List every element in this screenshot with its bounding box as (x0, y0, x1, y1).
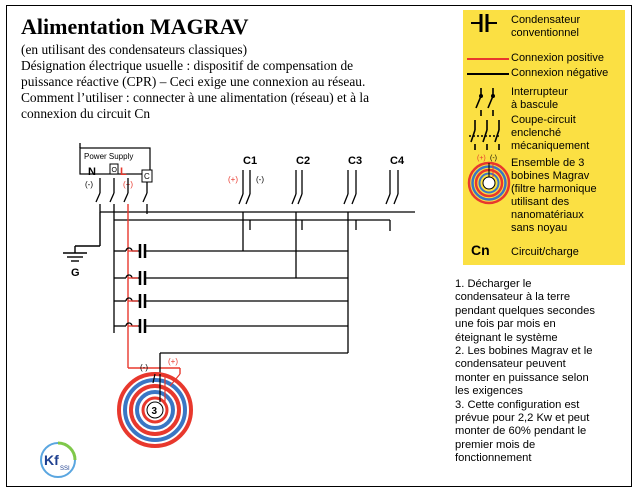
legend-text: Condensateur (511, 14, 581, 26)
note-line: monter de 60% pendant le (455, 425, 587, 438)
legend-coils-label (511, 157, 597, 235)
capacitor-bank (114, 220, 348, 333)
legend-text: nanomatériaux (511, 209, 584, 221)
kfssi-logo-icon (38, 440, 82, 480)
legend-text: utilisant des (511, 196, 570, 208)
circuit-c2-label: C2 (296, 155, 311, 167)
note-line: 3. Cette configuration est (455, 398, 580, 411)
legend-breaker-label (511, 114, 589, 153)
coil-minus-label: (-) (140, 363, 148, 372)
intro-text (21, 42, 441, 122)
positive-line (128, 204, 180, 374)
neutral-label: N (88, 166, 96, 178)
c1-plus-label: (+) (228, 175, 238, 184)
logo-text: SSI (60, 466, 70, 472)
note-line: une fois par mois en (455, 318, 556, 331)
coil-icon (469, 155, 509, 203)
legend-text: mécaniquement (511, 140, 590, 152)
note-line: monter en puissance selon (455, 371, 589, 384)
outlet-o-label: O (111, 167, 117, 174)
switch-icon (476, 88, 494, 116)
ground-icon (63, 212, 100, 261)
outlet-c-label: C (144, 172, 150, 181)
legend-text: enclenché (511, 127, 562, 139)
legend-text: Ensemble de 3 (511, 157, 585, 169)
legend-positive-label: Connexion positive (511, 52, 604, 64)
intro-line: connexion du circuit Cn (21, 106, 151, 121)
supply-switch-icon (96, 178, 147, 202)
note-line: condensateur peuvent (455, 358, 566, 371)
svg-text:Kf: Kf (44, 452, 59, 468)
note-line: 1. Décharger le (455, 278, 532, 290)
note-line: prévue pour 2,2 Kw et peut (455, 412, 590, 425)
supply-minus-label: (-) (85, 180, 93, 189)
positive-taps (128, 251, 138, 326)
power-supply-label: Power Supply (84, 152, 134, 161)
note-line: fonctionnement (455, 452, 532, 465)
note-line: les exigences (455, 385, 523, 398)
breaker-icon (469, 120, 501, 150)
circuit-c1-label: C1 (243, 155, 258, 167)
intro-line: (en utilisant des condensateurs classiques) (21, 42, 248, 57)
svg-text:(+): (+) (477, 155, 486, 162)
legend-switch-label (511, 86, 568, 112)
legend-box (463, 10, 625, 265)
circuit-diagram (60, 138, 420, 478)
intro-line: Désignation électrique usuelle : dispositif de compensation de (21, 58, 354, 73)
coil-plus-label: (+) (168, 357, 178, 366)
ground-label: G (71, 267, 80, 279)
intro-line: puissance réactive (CPR) – Ceci exige une connexion au réseau. (21, 74, 366, 89)
notes-text (455, 278, 625, 466)
legend-text: sans noyau (511, 222, 568, 234)
coil-number: 3 (151, 406, 158, 417)
capacitor-icon (471, 14, 497, 32)
note-line: éteignant le système (455, 331, 558, 344)
legend-capacitor-label (511, 14, 580, 40)
note-line: 2. Les bobines Magrav et le (455, 345, 593, 358)
c1-minus-label: (-) (256, 175, 264, 184)
note-line: condensateur à la terre (455, 291, 571, 304)
circuit-c4-label: C4 (390, 155, 405, 167)
live-label: L (120, 166, 127, 178)
page-title: Alimentation MAGRAV (21, 14, 249, 39)
legend-negative-label: Connexion négative (511, 67, 609, 79)
legend-text: conventionnel (511, 27, 579, 39)
circuit-drops (160, 212, 390, 374)
svg-text:(-): (-) (490, 155, 497, 162)
legend-cn-label: Circuit/charge (511, 246, 579, 258)
legend-text: Interrupteur (511, 86, 568, 98)
legend-text: (filtre harmonique (511, 183, 597, 195)
intro-line: Comment l’utiliser : connecter à une alimentation (réseau) et à la (21, 90, 370, 105)
legend-text: Coupe-circuit (511, 114, 576, 126)
circuit-c3-label: C3 (348, 155, 363, 167)
note-line: premier mois de (455, 438, 536, 451)
supply-plus-label: (+) (123, 180, 133, 189)
legend-text: bobines Magrav (511, 170, 590, 182)
legend-text: à bascule (511, 99, 559, 111)
note-line: pendant quelques secondes (455, 304, 595, 317)
legend-cn-symbol: Cn (471, 242, 490, 258)
